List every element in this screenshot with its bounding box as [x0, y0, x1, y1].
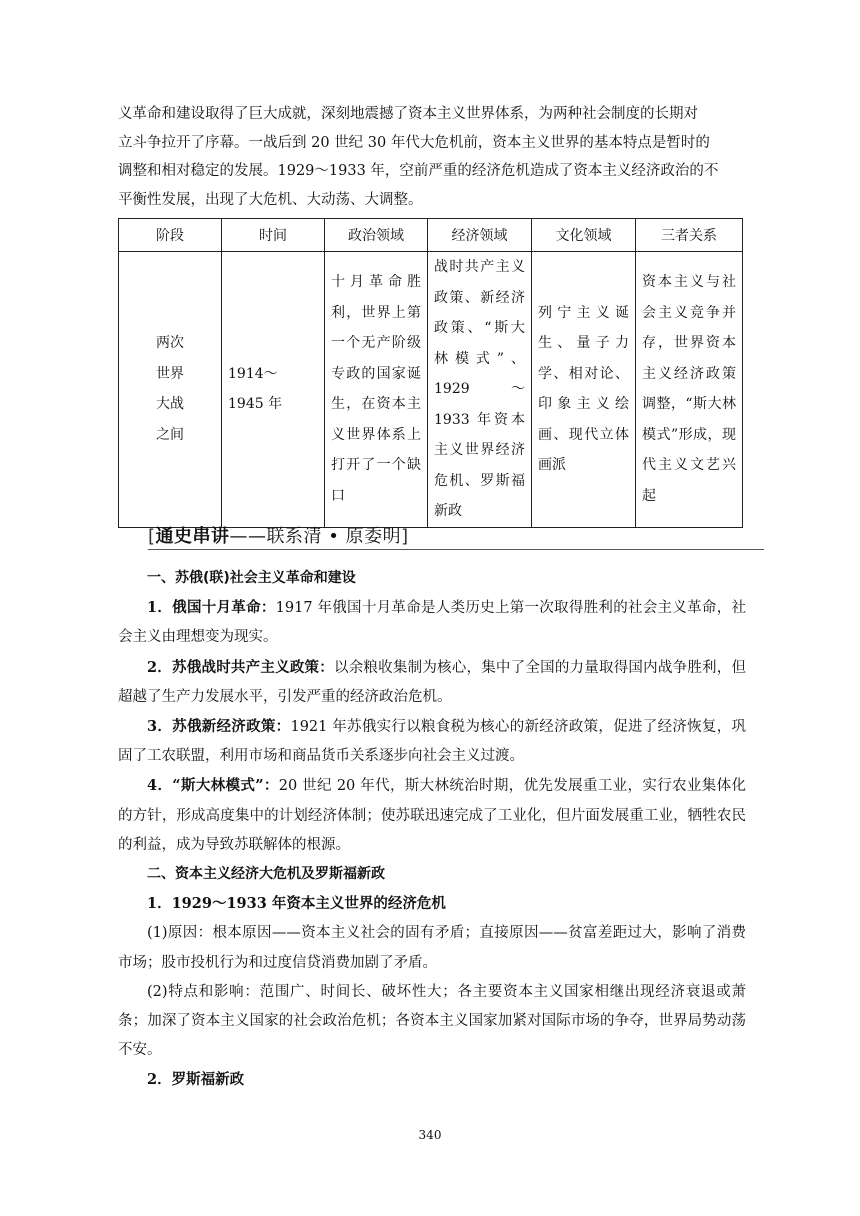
paragraph-text: 1917 年俄国十月革命是人类历史上第一次取得胜利的社会主义革命，社会主义由理想变为现实。	[118, 600, 746, 646]
paragraph-label: 4．“斯大林模式”：	[147, 777, 279, 795]
intro-line: 调整和相对稳定的发展。1929～1933 年，空前严重的经济危机造成了资本主义经济政治的不	[118, 163, 719, 179]
table-header-row	[119, 219, 743, 252]
intro-line: 立斗争拉开了序幕。一战后到 20 世纪 30 年代大危机前，资本主义世界的基本特点是暂时的	[118, 134, 710, 151]
header-culture: 文化领域	[532, 219, 636, 252]
section-banner	[148, 520, 764, 550]
body-text	[118, 564, 746, 1096]
section-heading: 二、资本主义经济大危机及罗斯福新政	[147, 866, 385, 883]
paragraph	[118, 712, 746, 771]
banner-dash: ——	[229, 526, 267, 547]
cell-economy: 战时共产主义政策、新经济政策、“斯大林模式”、1929 ～ 1933 年资本主义世界经济危机、罗斯福新政	[428, 252, 532, 528]
subheading: 1．1929～1933 年资本主义世界的经济危机	[147, 895, 446, 913]
section-heading: 一、苏俄(联)社会主义革命和建设	[147, 570, 356, 586]
cell-politics: 十月革命胜利，世界上第一个无产阶级专政的国家诞生，在资本主义世界体系上打开了一个缺口	[325, 252, 428, 528]
paragraph: (2)特点和影响：范围广、时间长、破坏性大；各主要资本主义国家相继出现经济衰退或萧条；加深了资本主义国家的社会政治危机；各资本主义国家加紧对国际市场的争夺，世界局势动荡不安。	[118, 983, 746, 1059]
stage-line: 两次	[156, 335, 184, 352]
paragraph	[118, 593, 746, 652]
paragraph-label: 2．苏俄战时共产主义政策：	[147, 658, 334, 676]
intro-line: 平衡性发展，出现了大危机、大动荡、大调整。	[118, 191, 423, 208]
paragraph-label: 3．苏俄新经济政策：	[147, 718, 291, 736]
banner-title	[148, 522, 409, 548]
header-economy: 经济领域	[428, 219, 532, 252]
banner-bracket-left: [	[148, 526, 156, 547]
intro-line: 义革命和建设取得了巨大成就，深刻地震撼了资本主义世界体系，为两种社会制度的长期对	[118, 106, 698, 122]
paragraph-text: 以余粮收集制为核心，集中了全国的力量取得国内战争胜利，但超越了生产力发展水平，引发严重的经济政治危机。	[118, 659, 746, 705]
header-time: 时间	[222, 219, 325, 252]
paragraph: (1)原因：根本原因——资本主义社会的固有矛盾；直接原因——贫富差距过大，影响了消费市场；股市投机行为和过度信贷消费加剧了矛盾。	[118, 925, 746, 971]
subheading: 2．罗斯福新政	[147, 1071, 245, 1089]
intro-paragraph	[118, 100, 746, 214]
paragraph	[118, 653, 746, 712]
cell-culture: 列宁主义诞生、量子力学、相对论、印象主义绘画、现代立体画派	[532, 252, 636, 528]
paragraph	[118, 771, 746, 860]
banner-underline	[148, 549, 764, 550]
stage-line: 之间	[156, 426, 184, 443]
banner-main: 通史串讲	[155, 526, 230, 547]
stage-line: 大战	[156, 396, 184, 413]
time-line: 1914～	[228, 365, 278, 382]
cell-relation: 资本主义与社会主义竞争并存，世界资本主义经济政策调整，“斯大林模式”形成，现代主义文艺兴起	[636, 252, 743, 528]
history-stage-table	[118, 218, 743, 528]
stage-line: 世界	[156, 365, 184, 382]
header-politics: 政治领域	[325, 219, 428, 252]
page-number: 340	[418, 1128, 442, 1142]
time-line: 1945 年	[228, 396, 283, 413]
cell-stage	[119, 252, 222, 528]
paragraph-text: 1921 年苏俄实行以粮食税为核心的新经济政策，促进了经济恢复，巩固了工农联盟，利用市场和商品货币关系逐步向社会主义过渡。	[118, 719, 747, 765]
paragraph-label: 1．俄国十月革命：	[147, 599, 276, 617]
banner-subtitle: 联系清 • 原委明	[266, 526, 402, 547]
header-relation: 三者关系	[636, 219, 743, 252]
cell-time	[222, 252, 325, 528]
banner-bracket-right: ]	[401, 526, 409, 547]
header-stage: 阶段	[119, 219, 222, 252]
table-row	[119, 252, 743, 528]
paragraph-text: 20 世纪 20 年代，斯大林统治时期，优先发展重工业，实行农业集体化的方针，形成高度集中的计划经济体制；使苏联迅速完成了工业化，但片面发展重工业，牺牲农民的利益，成为导致苏联解体的根源。	[118, 778, 746, 853]
